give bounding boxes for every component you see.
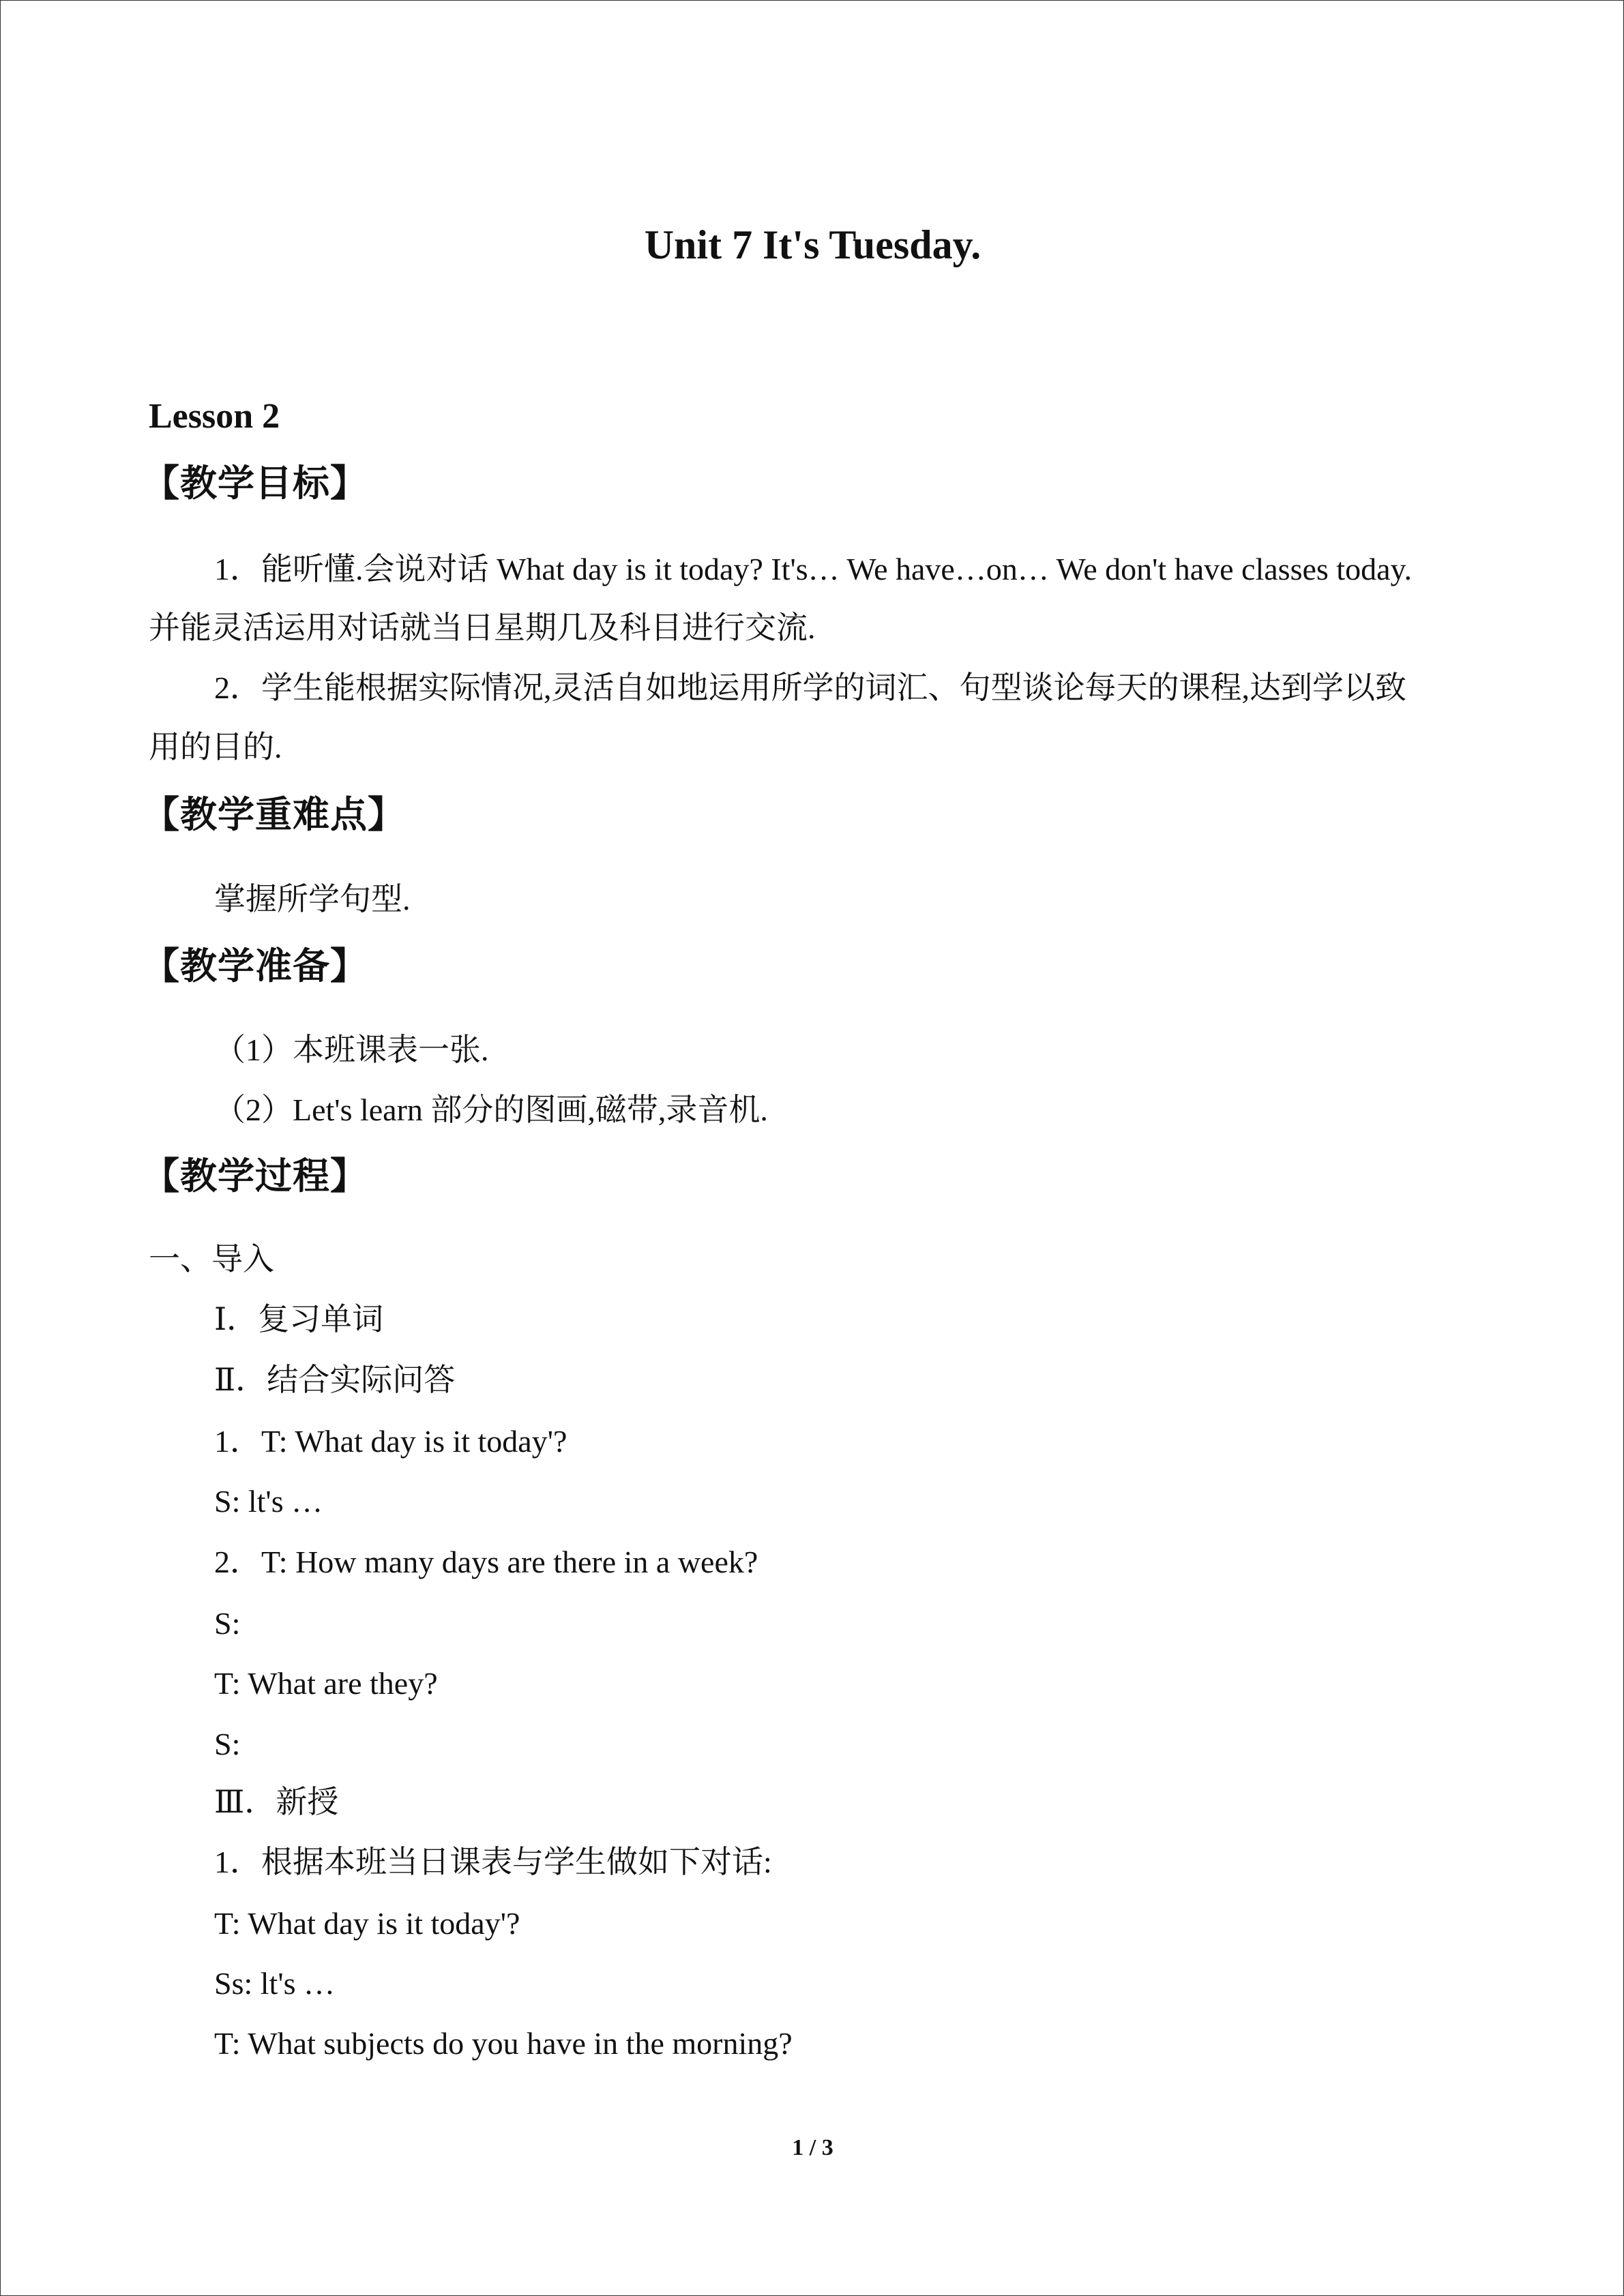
process-new-question-1: T: What day is it today'? xyxy=(214,1906,520,1941)
process-new-answer-1: Ss: lt's … xyxy=(214,1966,336,2001)
preparation-item-2: （2）Let's learn 部分的图画,磁带,录音机. xyxy=(214,1092,768,1127)
process-part-1: 一、导入 xyxy=(149,1242,274,1277)
process-answer-2: S: xyxy=(214,1606,241,1641)
process-new-question-2: T: What subjects do you have in the morning? xyxy=(214,2026,793,2061)
preparation-heading: 【教学准备】 xyxy=(143,944,368,987)
objectives-heading: 【教学目标】 xyxy=(143,462,368,505)
key-points-heading: 【教学重难点】 xyxy=(143,793,405,836)
process-answer-3: S: xyxy=(214,1727,241,1761)
page-number: 1 / 3 xyxy=(792,2135,833,2160)
process-heading: 【教学过程】 xyxy=(143,1154,368,1197)
objective-1-line-1: 1．能听懂.会说对话 What day is it today? It's… We have…on… We don't have classes today. xyxy=(214,552,1412,586)
process-question-3: T: What are they? xyxy=(214,1666,438,1701)
process-step-3: Ⅲ．新授 xyxy=(214,1785,339,1819)
process-question-1: 1．T: What day is it today'? xyxy=(214,1424,567,1459)
process-answer-1: S: lt's … xyxy=(214,1484,323,1519)
process-step-1: Ⅰ．复习单词 xyxy=(214,1302,384,1337)
objective-2-line-2: 用的目的. xyxy=(149,730,282,764)
process-question-2: 2．T: How many days are there in a week? xyxy=(214,1545,758,1579)
process-step-2: Ⅱ．结合实际问答 xyxy=(214,1362,456,1397)
preparation-item-1: （1）本班课表一张. xyxy=(214,1032,489,1067)
lesson-label: Lesson 2 xyxy=(149,397,280,436)
objective-2-line-1: 2．学生能根据实际情况,灵活自如地运用所学的词汇、句型谈论每天的课程,达到学以致 xyxy=(214,670,1406,705)
key-points-text: 掌握所学句型. xyxy=(214,882,411,916)
process-new-item-1: 1．根据本班当日课表与学生做如下对话: xyxy=(214,1845,772,1879)
objective-1-line-2: 并能灵活运用对话就当日星期几及科目进行交流. xyxy=(149,610,816,645)
page-title: Unit 7 It's Tuesday. xyxy=(644,222,981,267)
